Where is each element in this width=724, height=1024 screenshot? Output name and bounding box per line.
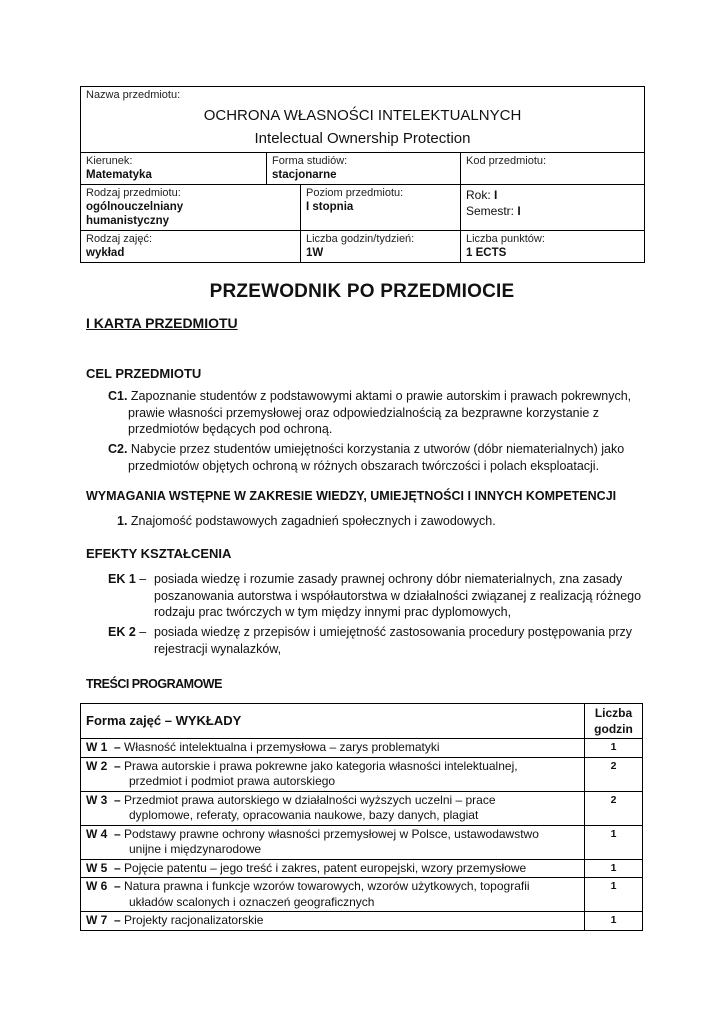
table-row — [81, 757, 643, 791]
table-row — [81, 859, 643, 878]
program-row-w6-hours: 1 — [585, 878, 643, 912]
hours-value: 1W — [306, 247, 324, 259]
guide-title: PRZEWODNIK PO PRZEDMIOCIE — [209, 281, 515, 302]
program-row-w1-content: W 1 – Własność intelektualna i przemysłowa – zarys problematyki — [81, 739, 585, 758]
goals-heading: CEL PRZEDMIOTU — [86, 366, 202, 381]
program-row-w3-content: W 3 – Przedmiot prawa autorskiego w działalności wyższych uczelni – prace dyplomowe, referaty, opracowania naukowe, bazy danych, plagiat — [81, 791, 585, 825]
semester-label: Semestr: — [466, 204, 518, 218]
class-type-value: wykład — [86, 247, 125, 259]
field-row — [81, 153, 645, 185]
year-value: I — [494, 188, 498, 202]
table-row — [81, 739, 643, 758]
goal-c1-line2: prawie własności przemysłowej oraz odpowiedzialnością za bezprawne korzystanie z — [128, 405, 600, 420]
goal-c1-code: C1. — [108, 389, 128, 403]
program-row-w5-content: W 5 – Pojęcie patentu – jego treść i zakres, patent europejski, wzory przemysłowe — [81, 859, 585, 878]
program-row-w1-hours: 1 — [585, 739, 643, 758]
outcome-ek2: EK 2 – posiada wiedzę z przepisów i umiejętność zastosowania procedury postępowania przy rejestracji wynalazków, — [108, 624, 648, 657]
points-cell — [461, 231, 645, 263]
table-row — [81, 825, 643, 859]
goal-c1 — [108, 388, 640, 438]
program-row-w3-hours: 2 — [585, 791, 643, 825]
class-type-label: Rodzaj zajęć: — [86, 233, 153, 245]
level-cell — [301, 185, 461, 231]
course-info-table — [80, 86, 645, 263]
class-row — [81, 231, 645, 263]
year-semester-cell — [461, 185, 645, 231]
table-row — [81, 878, 643, 912]
code-label: Kod przedmiotu: — [466, 155, 547, 167]
goal-c1-line3: przedmiotów będących pod ochroną. — [128, 422, 333, 436]
outcomes-heading: EFEKTY KSZTAŁCENIA — [86, 546, 232, 561]
outcome-ek1-line2: poszanowania autorstwa i współautorstwa w działalności związanej z realizacją różnego — [154, 588, 642, 603]
study-form-cell — [267, 153, 461, 185]
goal-c2-code: C2. — [108, 442, 128, 456]
semester-value: I — [517, 204, 521, 218]
goal-c2 — [108, 441, 640, 474]
program-header-form: Forma zajęć – WYKŁADY — [81, 704, 585, 739]
type-cell — [81, 185, 301, 231]
program-heading: TREŚCI PROGRAMOWE — [86, 677, 222, 691]
outcome-ek1-code: EK 1 — [108, 572, 136, 586]
semester-line — [466, 204, 639, 218]
program-row-w5-hours: 1 — [585, 859, 643, 878]
program-row-w2-hours: 2 — [585, 757, 643, 791]
field-cell — [81, 153, 267, 185]
program-header-row — [81, 704, 643, 739]
goal-c1-line1: C1. Zapoznanie studentów z podstawowymi aktami o prawie autorskim i prawach pokrewnych, — [108, 389, 632, 403]
program-header-hours: Liczba godzin — [585, 704, 643, 739]
level-value: I stopnia — [306, 201, 354, 213]
year-label: Rok: — [466, 188, 495, 202]
requirements-heading: WYMAGANIA WSTĘPNE W ZAKRESIE WIEDZY, UMIEJĘTNOŚCI I INNYCH KOMPETENCJI — [86, 489, 617, 503]
outcome-ek1-line1: posiada wiedzę i rozumie zasady prawnej ochrony dóbr niematerialnych, zna zasady — [154, 572, 623, 586]
field-value: Matematyka — [86, 169, 152, 181]
subject-cell — [81, 87, 645, 153]
title-row — [81, 87, 645, 153]
hours-label: Liczba godzin/tydzień: — [306, 233, 415, 245]
program-row-w4-hours: 1 — [585, 825, 643, 859]
code-cell — [461, 153, 645, 185]
outcome-ek1-line3: rodzaju prac twórczych w tym między innymi prac dyplomowych, — [154, 605, 512, 619]
outcome-ek1: EK 1 – posiada wiedzę i rozumie zasady prawnej ochrony dóbr niematerialnych, zna zasady poszanowania autorstwa i współautorstwa w działalności związanej z realizacją różnego rodzaju prac twórczych w tym między innymi prac dyplomowych, — [108, 571, 648, 621]
level-label: Poziom przedmiotu: — [306, 187, 404, 199]
field-label: Kierunek: — [86, 155, 133, 167]
requirement-text: Znajomość podstawowych zagadnień społecznych i zawodowych. — [127, 514, 496, 528]
card-title: I KARTA PRZEDMIOTU — [86, 315, 238, 331]
points-value: 1 ECTS — [466, 247, 507, 259]
program-row-w6-content: W 6 – Natura prawna i funkcje wzorów towarowych, wzorów użytkowych, topografii układów scalonych i oznaczeń geograficznych — [81, 878, 585, 912]
study-form-label: Forma studiów: — [272, 155, 348, 167]
outcome-ek2-code: EK 2 — [108, 625, 136, 639]
subject-title-pl: OCHRONA WŁASNOŚCI INTELEKTUALNYCH — [203, 107, 522, 124]
hours-cell — [301, 231, 461, 263]
goal-c2-line2: przedmiotów objętych ochroną w różnych obszarach twórczości i polach eksploatacji. — [128, 458, 600, 473]
table-row — [81, 912, 643, 931]
program-table — [80, 703, 643, 931]
type-label: Rodzaj przedmiotu: — [86, 187, 181, 199]
table-row — [81, 791, 643, 825]
type-row — [81, 185, 645, 231]
type-value-2: humanistyczny — [86, 215, 170, 227]
requirement-item — [117, 513, 496, 530]
points-label: Liczba punktów: — [466, 233, 545, 245]
subject-title-en: Intelectual Ownership Protection — [254, 130, 471, 147]
study-form-value: stacjonarne — [272, 169, 337, 181]
goal-c2-line1: C2. Nabycie przez studentów umiejętności korzystania z utworów (dóbr niematerialnych) jako — [108, 442, 625, 456]
outcome-ek2-line2: rejestracji wynalazków, — [154, 641, 282, 656]
program-row-w4-content: W 4 – Podstawy prawne ochrony własności przemysłowej w Polsce, ustawodawstwo unijne i międzynarodowe — [81, 825, 585, 859]
program-row-w7-hours: 1 — [585, 912, 643, 931]
program-row-w2-content: W 2 – Prawa autorskie i prawa pokrewne jako kategoria własności intelektualnej, przedmiot i podmiot prawa autorskiego — [81, 757, 585, 791]
outcome-ek2-line1: posiada wiedzę z przepisów i umiejętność zastosowania procedury postępowania przy — [154, 625, 633, 639]
year-line — [466, 188, 639, 202]
type-value-1: ogólnouczelniany — [86, 201, 184, 213]
class-type-cell — [81, 231, 301, 263]
program-row-w7-content: W 7 – Projekty racjonalizatorskie — [81, 912, 585, 931]
subject-label: Nazwa przedmiotu: — [86, 89, 181, 101]
requirement-code: 1. — [117, 514, 128, 528]
